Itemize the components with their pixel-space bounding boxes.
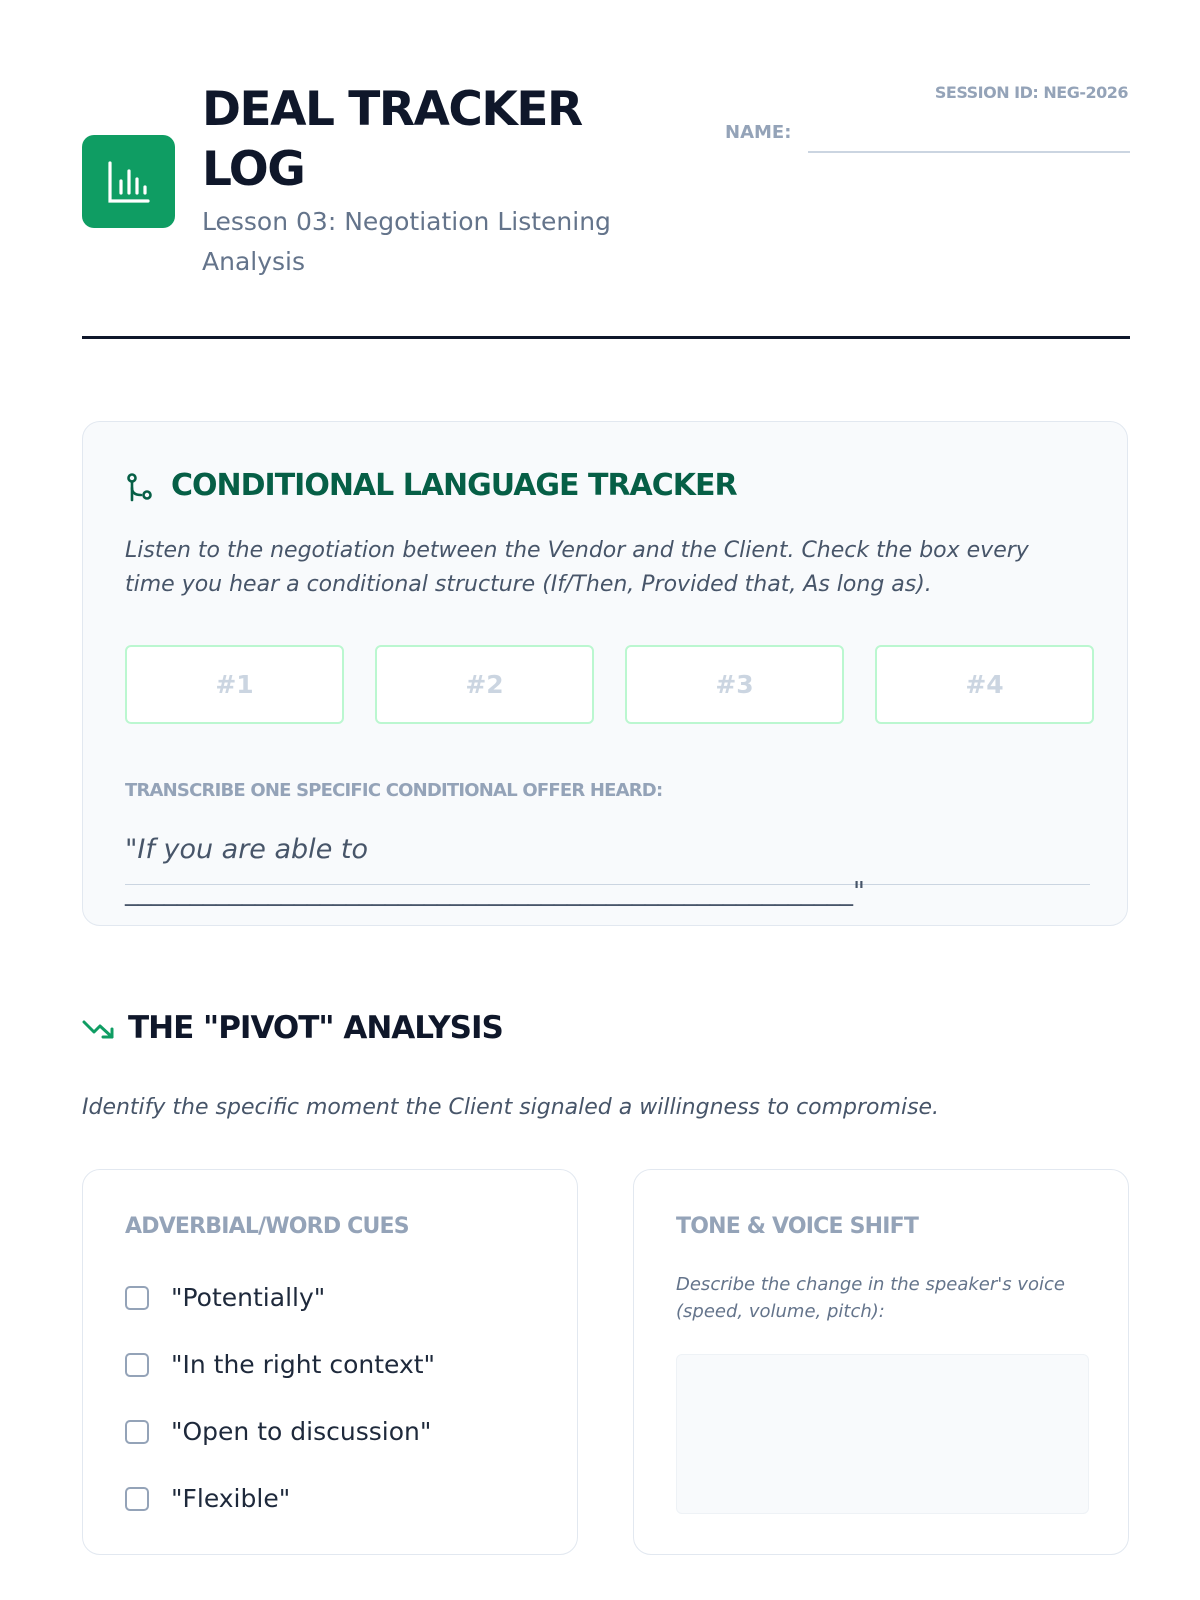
session-id: SESSION ID: NEG-2026 (934, 83, 1128, 102)
tally-box-2[interactable]: #2 (375, 645, 594, 724)
transcribe-label: TRANSCRIBE ONE SPECIFIC CONDITIONAL OFFER HEARD: (125, 780, 663, 801)
tone-shift-card (633, 1169, 1129, 1555)
cue-item[interactable] (125, 1417, 431, 1446)
tally-box-4[interactable]: #4 (875, 645, 1094, 724)
word-cues-card (82, 1169, 578, 1555)
transcribe-prompt: "If you are able to (125, 834, 368, 865)
tally-box-1[interactable]: #1 (125, 645, 344, 724)
cue-item[interactable] (125, 1484, 290, 1513)
name-field[interactable] (808, 151, 1130, 153)
tally-box-3[interactable]: #3 (625, 645, 844, 724)
cue-item[interactable] (125, 1350, 435, 1379)
cue-label: "Flexible" (171, 1484, 291, 1513)
pivot-title: THE "PIVOT" ANALYSIS (128, 1010, 503, 1046)
cue-checkbox[interactable] (125, 1420, 149, 1444)
word-cues-title: ADVERBIAL/WORD CUES (125, 1214, 409, 1239)
page-title: DEAL TRACKER LOG (202, 82, 582, 197)
transcribe-blank: ________________________________________________________" (125, 877, 865, 907)
tone-shift-description: Describe the change in the speaker's voice (speed, volume, pitch): (676, 1274, 1065, 1322)
page-subtitle: Lesson 03: Negotiation Listening Analysis (202, 207, 611, 276)
logo (82, 135, 175, 228)
tracker-title: CONDITIONAL LANGUAGE TRACKER (171, 468, 737, 503)
cue-item[interactable] (125, 1283, 325, 1312)
conditional-tracker-card (82, 421, 1128, 926)
cue-label: "In the right context" (171, 1350, 436, 1379)
cue-label: "Open to discussion" (171, 1417, 432, 1446)
git-branch-icon (125, 472, 157, 504)
name-label: NAME: (725, 122, 792, 143)
tracker-instructions: Listen to the negotiation between the Vendor and the Client. Check the box every time you hear a conditional structure (If/Then, Provided that, As long as). (125, 538, 1029, 597)
tone-shift-textarea[interactable] (676, 1354, 1089, 1514)
cue-checkbox[interactable] (125, 1353, 149, 1377)
bar-chart-icon (106, 159, 152, 205)
cue-label: "Potentially" (171, 1283, 326, 1312)
cue-checkbox[interactable] (125, 1487, 149, 1511)
cue-checkbox[interactable] (125, 1286, 149, 1310)
trend-down-icon (82, 1018, 116, 1042)
tone-shift-title: TONE & VOICE SHIFT (676, 1214, 919, 1239)
pivot-description: Identify the specific moment the Client signaled a willingness to compromise. (82, 1095, 940, 1120)
header-divider (82, 336, 1130, 339)
